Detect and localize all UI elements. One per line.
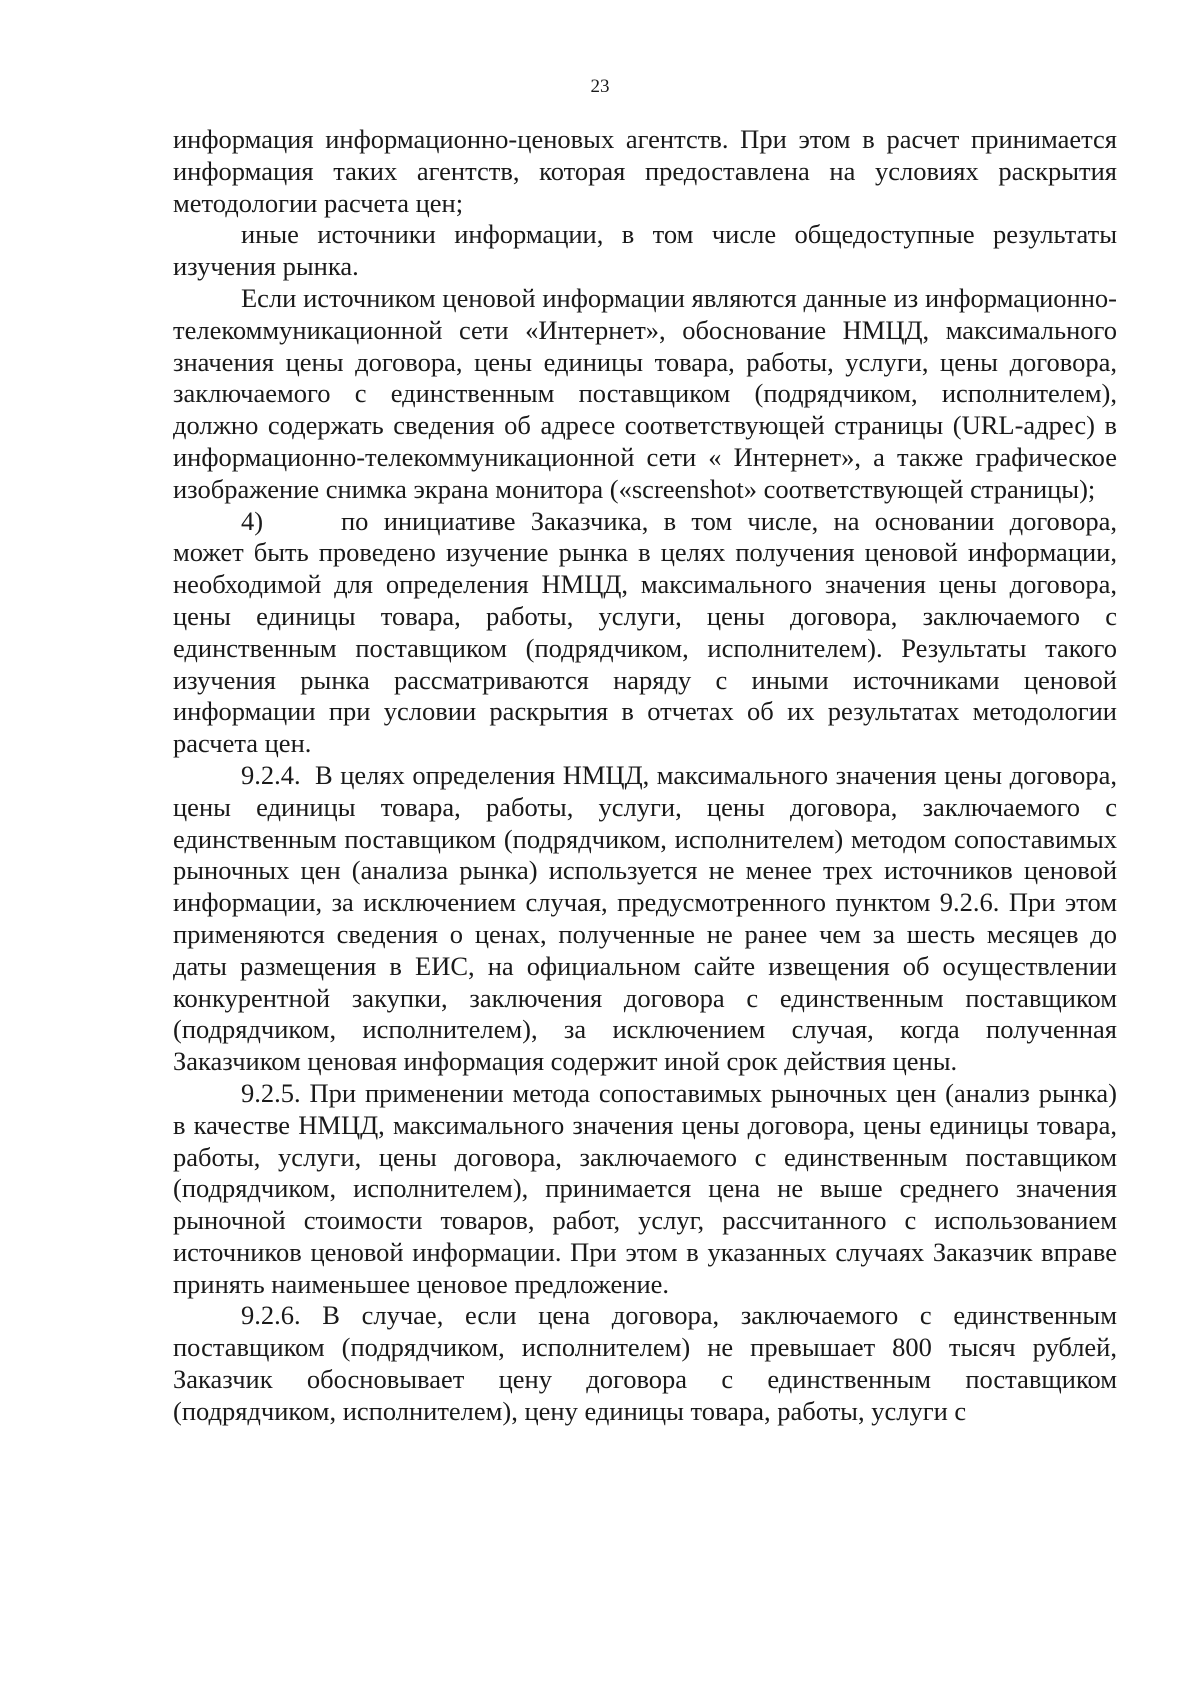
paragraph-other-sources: иные источники информации, в том числе общедоступные результаты изучения рынка. — [173, 219, 1117, 282]
document-body — [173, 124, 1117, 1428]
clause-number: 9.2.4. — [241, 759, 301, 790]
paragraph-clause-9-2-5: 9.2.5. При применении метода сопоставимых рыночных цен (анализ рынка) в качестве НМЦД, максимального значения цены договора, цены единицы товара, работы, услуги, цены договора, заключаемого с единственным поставщиком (подрядчиком, исполнителем), принимается цена не выше среднего значения рыночной стоимости товаров, работ, услуг, рассчитанного с использованием источников ценовой информации. При этом в указанных случаях Заказчик вправе принять наименьшее ценовое предложение. — [173, 1077, 1117, 1299]
paragraph-text: В целях определения НМЦД, максимального значения цены договора, цены единицы товара, работы, услуги, цены договора, заключаемого с единственным поставщиком (подрядчиком, исполнителем) методом сопоставимых рыночных цен (анализа рынка) используется не менее трех источников ценовой информации, за исключением случая, предусмотренного пунктом 9.2.6. При этом применяются сведения о ценах, полученные не ранее чем за шесть месяцев до даты размещения в ЕИС, на официальном сайте извещения об осуществлении конкурентной закупки, заключения договора с единственным поставщиком (подрядчиком, исполнителем), за исключением случая, когда полученная Заказчиком ценовая информация содержит иной срок действия цены. — [173, 759, 1117, 1077]
item-number: 4) — [241, 505, 264, 536]
paragraph-clause-9-2-4 — [173, 760, 1117, 1078]
paragraph-text: по инициативе Заказчика, в том числе, на основании договора, может быть проведено изучение рынка в целях получения ценовой информации, необходимой для определения НМЦД, максимального значения цены договора, цены единицы товара, работы, услуги, цены договора, заключаемого с единственным поставщиком (подрядчиком, исполнителем). Результаты такого изучения рынка рассматриваются наряду с иными источниками ценовой информации при условии раскрытия в отчетах об их результатах методологии расчета цен. — [173, 505, 1117, 759]
paragraph-internet-source: Если источником ценовой информации являются данные из информационно-телекоммуникационной сети «Интернет», обоснование НМЦД, максимального значения цены договора, цены единицы товара, работы, услуги, цены договора, заключаемого с единственным поставщиком (подрядчиком, исполнителем), должно содержать сведения об адресе соответствующей страницы (URL-адрес) в информационно-телекоммуникационной сети « Интернет», а также графическое изображение снимка экрана монитора («screenshot» соответствующей страницы); — [173, 282, 1117, 504]
paragraph-price-agencies: информация информационно-ценовых агентств. При этом в расчет принимается информация таких агентств, которая предоставлена на условиях раскрытия методологии расчета цен; — [173, 124, 1117, 218]
paragraph-clause-9-2-6: 9.2.6. В случае, если цена договора, заключаемого с единственным поставщиком (подрядчиком, исполнителем) не превышает 800 тысяч рублей, Заказчик обосновывает цену договора с единственным поставщиком (подрядчиком, исполнителем), цену единицы товара, работы, услуги с — [173, 1300, 1117, 1426]
paragraph-item-4 — [173, 506, 1117, 760]
page-number: 23 — [590, 76, 610, 97]
